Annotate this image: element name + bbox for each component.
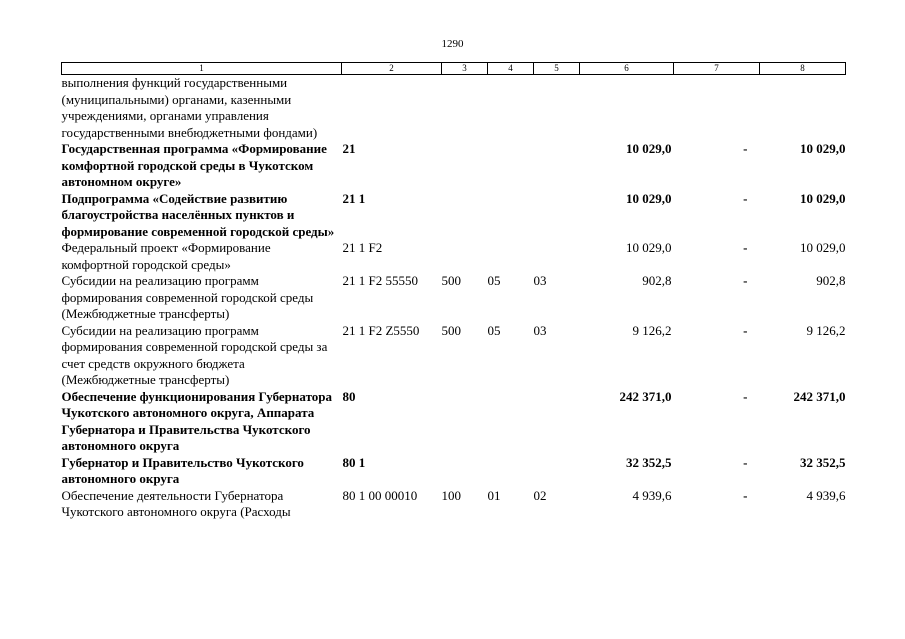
- row-col-3: [442, 389, 488, 455]
- row-col-4: [488, 141, 534, 191]
- budget-table: [61, 62, 846, 521]
- table-row: [62, 455, 846, 488]
- column-header-8: 8: [760, 63, 846, 75]
- table-row: [62, 191, 846, 241]
- row-col-7: -: [743, 322, 748, 338]
- column-header-5: 5: [534, 63, 580, 75]
- row-col-5: [534, 455, 580, 488]
- column-header-3: 3: [442, 63, 488, 75]
- row-code: 80 1 00 00010: [342, 487, 418, 503]
- row-col-7: [674, 75, 760, 142]
- table-row: [62, 141, 846, 191]
- column-header-2: 2: [342, 63, 442, 75]
- column-header-7: 7: [674, 63, 760, 75]
- row-col-8: 9 126,2: [806, 322, 846, 338]
- row-col-5: [534, 141, 580, 191]
- column-number-row: [62, 63, 846, 75]
- row-col-5: 03: [533, 322, 547, 338]
- row-col-3: [442, 141, 488, 191]
- row-col-6: 10 029,0: [626, 141, 672, 156]
- row-name: Губернатор и Правительство Чукотского автономного округа: [61, 454, 304, 486]
- row-name: Обеспечение деятельности Губернатора Чукотского автономного округа (Расходы: [61, 487, 291, 519]
- row-col-7: -: [743, 388, 748, 404]
- row-col-3: [442, 191, 488, 241]
- row-col-3: [442, 240, 488, 273]
- row-col-6: 4 939,6: [632, 487, 672, 503]
- row-col-8: [760, 75, 846, 142]
- row-code: 21 1 F2: [342, 240, 383, 255]
- table-row: [62, 273, 846, 323]
- row-col-3: 500: [441, 273, 461, 288]
- row-col-5: [534, 75, 580, 142]
- row-col-7: -: [743, 454, 748, 470]
- row-col-4: 05: [487, 273, 501, 288]
- row-code: [342, 75, 442, 142]
- table-row: [62, 488, 846, 521]
- row-col-6: [580, 75, 674, 142]
- row-name: выполнения функций государственными (муниципальными) органами, казенными учреждениями, органами управления государственными внебюджетными фондами): [61, 75, 318, 140]
- row-name: Федеральный проект «Формирование комфортной городской среды»: [61, 240, 271, 272]
- row-col-8: 242 371,0: [793, 388, 846, 404]
- row-col-8: 10 029,0: [800, 240, 846, 255]
- row-col-4: [488, 240, 534, 273]
- row-col-7: -: [743, 487, 748, 503]
- page-number: 1290: [441, 38, 464, 50]
- table-row: [62, 75, 846, 142]
- row-name: Государственная программа «Формирование комфортной городской среды в Чукотском автономном округе»: [61, 141, 327, 189]
- row-col-6: 32 352,5: [626, 454, 672, 470]
- row-col-7: -: [743, 273, 748, 288]
- column-header-6: 6: [580, 63, 674, 75]
- row-code: 21: [342, 141, 356, 156]
- row-col-4: [488, 389, 534, 455]
- row-code: 21 1 F2 Z5550: [342, 322, 420, 338]
- row-col-8: 4 939,6: [806, 487, 846, 503]
- row-col-3: 500: [441, 322, 461, 338]
- row-col-3: [442, 75, 488, 142]
- row-col-5: 02: [533, 487, 547, 503]
- row-col-7: -: [743, 190, 748, 206]
- row-name: Подпрограмма «Содействие развитию благоустройства населённых пунктов и формирование современной городской среды»: [61, 190, 335, 239]
- row-name: Обеспечение функционирования Губернатора Чукотского автономного округа, Аппарата Губернатора и Правительства Чукотского автономного округа: [61, 388, 333, 453]
- row-code: 21 1 F2 55550: [342, 273, 418, 288]
- row-col-6: 9 126,2: [632, 322, 672, 338]
- row-col-4: [488, 75, 534, 142]
- table-row: [62, 389, 846, 455]
- row-col-6: 10 029,0: [626, 240, 672, 255]
- row-col-5: [534, 389, 580, 455]
- row-col-6: 10 029,0: [626, 190, 672, 206]
- row-col-8: 10 029,0: [800, 190, 846, 206]
- row-col-8: 10 029,0: [800, 141, 846, 156]
- table-row: [62, 240, 846, 273]
- row-col-5: [534, 240, 580, 273]
- row-col-6: 902,8: [642, 273, 672, 288]
- row-col-7: -: [743, 141, 748, 156]
- row-col-4: 01: [487, 487, 501, 503]
- row-col-7: -: [743, 240, 748, 255]
- row-name: Субсидии на реализацию программ формирования современной городской среды (Межбюджетные трансферты): [61, 273, 314, 321]
- column-header-1: 1: [62, 63, 342, 75]
- column-header-4: 4: [488, 63, 534, 75]
- table-body: [62, 75, 846, 521]
- row-col-4: [488, 455, 534, 488]
- row-col-6: 242 371,0: [619, 388, 672, 404]
- row-name: Субсидии на реализацию программ формирования современной городской среды за счет средств окружного бюджета (Межбюджетные трансферты): [61, 322, 328, 387]
- row-code: 80 1: [342, 454, 366, 470]
- row-col-8: 902,8: [816, 273, 846, 288]
- row-col-4: [488, 191, 534, 241]
- row-col-3: 100: [441, 487, 461, 503]
- row-col-8: 32 352,5: [800, 454, 846, 470]
- row-col-5: 03: [533, 273, 547, 288]
- row-col-4: 05: [487, 322, 501, 338]
- table-row: [62, 323, 846, 389]
- row-code: 80: [342, 388, 356, 404]
- row-col-3: [442, 455, 488, 488]
- row-col-5: [534, 191, 580, 241]
- row-code: 21 1: [342, 190, 366, 206]
